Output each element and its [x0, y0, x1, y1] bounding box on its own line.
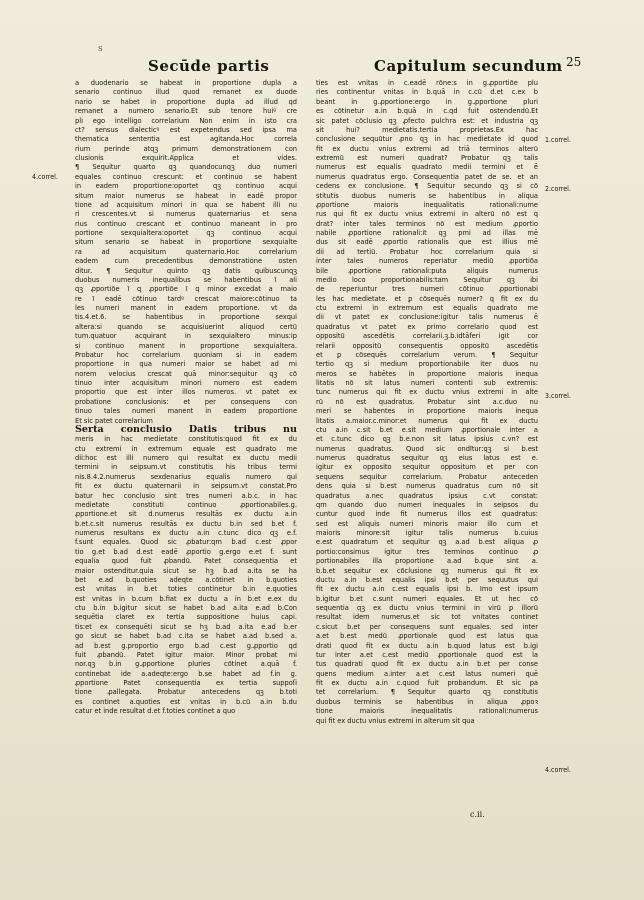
- text-line: a.et b.est medū ꝓportionale quod est latus qua: [316, 631, 538, 641]
- text-line: fit ex ductu a.in c.quod fuit probandum. Et sic pa: [316, 678, 538, 687]
- text-line: dii ad tertiū. Probatur hoc correlarium quia si: [316, 246, 538, 256]
- text-line: duobus terminis se habentibus in aliqua ꝓpoꝛ: [316, 696, 538, 706]
- text-line: de reperiuntur tres numeri cōtinuo ꝓportionabi: [316, 284, 538, 294]
- text-line: qꝫ ꝓportiōe ī q ꝓportiōe ī q minor excedat a maio: [75, 284, 297, 294]
- text-line: batur hec conclusio sint tres numeri a.b.c. in hac: [75, 490, 297, 500]
- text-line: ¶ Sequitur quarto qꝫ quandocunqꝫ duo numeri: [75, 162, 297, 172]
- text-line: ductu a.in b.est equalis ipsi b.et per sequutus qui: [316, 574, 538, 584]
- text-line: sequētia claret ex tertia suppositione huius capi.: [75, 612, 297, 622]
- text-line: beant in g.ꝓportione:ergo in g.ꝓportione pluri: [316, 96, 538, 106]
- text-line: Probatur hoc correlarium quoniam si in eadem: [75, 349, 297, 359]
- text-line: dus sit eadē ꝓportio rationalis que est illius mē: [316, 237, 538, 247]
- text-line: quadratus a.nec quadratus ipsius c.vt constat:: [316, 490, 538, 500]
- text-line: et c.tunc dico qꝫ b.e.non sit latus ipsius c.vn? est: [316, 434, 538, 444]
- text-line: es cōtinetur a.in b.quā in c.qd fuit ostendendū.Et: [316, 106, 538, 116]
- text-line: a duodenario se habeat in proportione dupla a: [75, 78, 297, 87]
- text-line: rū nō est quadratus. Probatur sint a.c.duo nu: [316, 396, 538, 406]
- text-line: tum.quatuor acquirant in sexquialtero minus:ip: [75, 331, 297, 341]
- margin-note: 4.correl.: [545, 766, 571, 774]
- text-line: duobus numeris inequalibus se habentibus ī ali: [75, 274, 297, 284]
- text-line: dii vt patet ex conclusione:igitur talis numerus ē: [316, 312, 538, 322]
- text-line: qui fit ex ductu vnius extremi in alterum sit qua: [316, 715, 475, 725]
- text-line: cuntur quod inde fit numerus illos est quadratus:: [316, 509, 538, 519]
- text-line: ditur. ¶ Sequitur quinto qꝫ datis quibuscunqꝫ: [75, 265, 297, 275]
- text-line: les hac medietate. et ꝑ cōsequēs numer? q fit ex du: [316, 293, 538, 303]
- text-line: fit ex ductu a.in c.est equalis ipsi b. Imo est ipsum: [316, 584, 538, 594]
- text-line: fit ex ductu quaternarii in seipsum.vt constat.Pro: [75, 481, 297, 491]
- text-line: f.sunt equales. Quod sic ꝓbatur:qm b.ad c.est ꝓpor: [75, 537, 297, 547]
- text-line: ctu extremi in extremum equale est quadrato me: [75, 443, 297, 453]
- text-line: relarii oppositū consequentis oppositū ascedētis: [316, 340, 538, 350]
- text-line: nis.8.4.2.numerus sexdenarius equalis numero qui: [75, 471, 297, 481]
- text-line: bile ꝓportione rationali:puta aliquis numerus: [316, 265, 538, 275]
- text-line: sed est aliquis numeri minoris maior illo cum et: [316, 518, 538, 528]
- text-line: ad b.est g.proportio ergo b.ad c.est g.ꝓportio qd: [75, 640, 297, 650]
- text-line: meri se habentes in proportione maioris inequa: [316, 406, 538, 416]
- text-line: termini in seipsum.vt constitutis his tribus termi: [75, 462, 297, 472]
- text-line: si continuo manent in proportione sexquialtera.: [75, 340, 297, 350]
- text-line: drati quod fit ex ductu a.in b.quod latus est b.igi: [316, 640, 538, 650]
- text-line: eadem cum precedentibus demonstratione osten: [75, 256, 297, 266]
- text-line: ctu a.in c.sit b.et e.sit medium ꝓportionale inter a: [316, 424, 538, 434]
- text-line: ct? sensus dialecticꝰ est expetendus sed ipsa ma: [75, 124, 297, 134]
- running-head-right: Capitulum secundum: [374, 57, 563, 75]
- signature-mark: c.ii.: [470, 810, 485, 819]
- text-line: bet e.ad b.quoties adeqte a.cōtinet in b.quoties: [75, 574, 297, 584]
- text-line: b.et.c.sit numerus resultās ex ductu b.in sed b.et f.: [75, 518, 297, 528]
- text-line: maior ostenditur.quia sicut se hꝫ b.ad a.ita se ha: [75, 565, 297, 575]
- text-line: numerus quadratus. Quod sic ondītur:qꝫ si b.est: [316, 443, 538, 453]
- text-line: meros se habētes in proportione maioris inequa: [316, 368, 538, 378]
- text-line: dii:hoc est illi numero qui resultat ex ductu medii: [75, 453, 297, 462]
- text-line: remanet a numero senario.Et sub tenore huiꝰ cre: [75, 106, 297, 116]
- text-line: proportio que est inter illos numeros. vt patet ex: [75, 387, 297, 397]
- text-line: sit hui? medietatis.tertia proprietas.Ex hac: [316, 124, 538, 134]
- text-line: igitur ex opposito sequitur oppositum et per con: [316, 462, 538, 472]
- text-line: tis.4.et.6. se habentibus in proportione sexqui: [75, 312, 297, 322]
- text-line: tunc numerus qui fit ex ductu vnius extremi in alte: [316, 387, 538, 397]
- text-line: dens quia si b.est numerus quadratus cum nō sit: [316, 481, 538, 491]
- text-line: b.b.et sequitur ex cōclusione qꝫ numerus qui fit ex: [316, 565, 538, 575]
- text-line: fit ex ductu vnius extremi ad triā terminos alterū: [316, 143, 538, 153]
- text-line: quadratus vt patet ex primo correlario quod est: [316, 321, 538, 331]
- text-line: catur et inde resultat d.et f.toties continet a quo: [75, 706, 236, 716]
- folio-number: 25: [566, 55, 582, 69]
- text-line: tis:et ex consequēti sicut se hꝫ b.ad a.ita e.ad b.er: [75, 621, 297, 631]
- text-line: re ī eadē cōtinuo tardꝰ crescat maiore:cōtinuo ta: [75, 293, 297, 303]
- text-line: ctu extremi in extremum est equalis quadrato me: [316, 303, 538, 312]
- text-line: in eadem proportione:oportet qꝫ continuo acqui: [75, 181, 297, 191]
- text-line: norem velocius crescat quā minor:sequitur qꝫ cō: [75, 368, 297, 378]
- text-line: maioris minore:sit igitur talis numerus b.cuius: [316, 528, 538, 537]
- text-line: fuit ꝓbandū. Patet igitur maior. Minor probat mi: [75, 649, 297, 659]
- text-line: ri crescentes.vt si numerus quaternarius et sena: [75, 209, 297, 219]
- text-line: rus qui fit ex ductu vnius extremi in alterū nō est q: [316, 209, 538, 219]
- text-column-right: [316, 78, 538, 725]
- text-line: ra ad acquisitum quaternario.Hoc correlarium: [75, 246, 297, 256]
- text-line: sequentia qꝫ ex ductu vnius termini in virū ꝑ illorū: [316, 603, 538, 612]
- text-line: tione ꝓallegata. Probatur antecedens qꝫ b.toti: [75, 687, 297, 697]
- text-line: portionabiles illa proportione a.ad b.que sint a.: [316, 556, 538, 566]
- text-line: b.igitur b.et c.sunt numeri equales. Et ut hec cō: [316, 593, 538, 603]
- text-line: drat? inter tales terminos nō est medium ꝓportio: [316, 218, 538, 228]
- text-line: tur inter a.et c.est mediū ꝓportionale quod est la: [316, 649, 538, 659]
- text-line: ries continentur vnitas in b.quā in c.cū d.et c.ex b: [316, 87, 538, 97]
- text-line: litatis nō sit latus numeri contenti sub extremis:: [316, 378, 538, 387]
- text-line: rium perinde atqꝫ primum demonstrationem con: [75, 143, 297, 153]
- text-line: nor.qꝫ b.in g.ꝓportione pluries cōtinet a.quā f.: [75, 659, 297, 669]
- text-line: et ꝑ cōsequēs correlarium verum. ¶ Sequitur: [316, 349, 538, 359]
- text-line: numerus est equalis quadrato medii termini et ē: [316, 162, 538, 172]
- text-line: continebat ide a.adeqte:ergo b.se habet ad f.in g.: [75, 668, 297, 678]
- text-line: tet correlarium. ¶ Sequitur quarto qꝫ constitutis: [316, 687, 538, 697]
- text-line: medio loco proportionabilis:tam Sequitur qꝫ ibi: [316, 274, 538, 284]
- text-line: es continet a.quoties est vnitas in b.cū a.in b.du: [75, 696, 297, 706]
- text-line: inter tales numeros reperiatur mediū ꝓportiōa: [316, 256, 538, 266]
- text-column-left: [75, 78, 297, 716]
- text-line: stitutis duobus numeris se habentibus in aliqua: [316, 190, 538, 200]
- text-line: tione maioris inequalitatis rationali:numerus: [316, 706, 538, 716]
- text-line: ꝓportione Patet consequentia ex tertia suppoſi: [75, 678, 297, 687]
- text-line: e.est quadratum et sequitur qꝫ a.ad b.est aliqua ꝓ: [316, 537, 538, 547]
- text-line: portione sexquialtera:oportet qꝫ continuo acqui: [75, 228, 297, 237]
- text-line: resultat idem numerus.et sic tot vnitates continet: [316, 612, 538, 622]
- text-line: est vnitas in b.cum b.fiat ex ductu a in b.et e.ex du: [75, 593, 297, 603]
- text-line: senario continuo illud quod remanet ex duode: [75, 87, 297, 97]
- text-line: conclusione sequūtur ꝓno qꝫ in hac medietate id quod: [316, 134, 538, 144]
- text-line: clusionis exquirit.Applica et vides.: [75, 153, 297, 162]
- text-line: extremū est numeri quadrat? Probatur qꝫ talis: [316, 153, 538, 162]
- text-line: situm senario se habeat in proportione sexquialte: [75, 237, 297, 247]
- top-mark: s: [98, 44, 103, 54]
- text-line: tertio qꝫ si medium proportionabile iter duos nu: [316, 359, 538, 369]
- text-line: qm quando duo numeri inequales in seipsos du: [316, 499, 538, 509]
- text-line: sic patet cōclusio qꝫ ꝓfecto pulchra est: et industria qꝫ: [316, 115, 538, 125]
- text-line: medietate constituti continuo ꝓportionabiles.g.: [75, 499, 297, 509]
- text-line: les numeri manent in eadem proportione. vt da: [75, 303, 297, 312]
- text-line: Serta conclusio Datis tribus nu: [75, 424, 297, 435]
- text-line: altera:si quando se acquisiuerint aliquod certū: [75, 321, 297, 331]
- text-line: proportione in qua numeri maior se habet ad mi: [75, 359, 297, 369]
- text-line: pli ego intelligo correlarium Non enim in isto cra: [75, 115, 297, 125]
- text-line: sequens sequitur correlarium. Probatur anteceden: [316, 471, 538, 481]
- text-line: tio g.et b.ad d.est eadē ꝓportio g.ergo e.et f. sunt: [75, 546, 297, 556]
- text-line: ꝓportione.et sit d.numerus resultās ex ductu a.in: [75, 509, 297, 519]
- text-line: ctu b.in b.igitur sicut se habet b.ad a.ita e.ad b.Con: [75, 603, 297, 612]
- text-line: c.sicut b.et per consequens sunt equales. sed inter: [316, 621, 538, 631]
- text-line: ties est vnitas in c.eadē rōne:s in g.ꝓportiōe plu: [316, 78, 538, 87]
- text-line: go sicut se habet b.ad c.ita se habet a.ad b.sed a.: [75, 631, 297, 641]
- text-line: meris in hac medietate constitutis:quod fit ex du: [75, 434, 297, 444]
- text-line: nabile ꝓportione rationali:it qꝫ pmi ad illas mē: [316, 228, 538, 237]
- text-line: tus quadrati quod fit ex ductu a.in b.et per conse: [316, 659, 538, 669]
- margin-note: 4.correl.: [32, 173, 58, 181]
- text-line: ꝓportione maioris inequalitatis rationali:nume: [316, 199, 538, 209]
- text-line: est vnitas in b.et toties continetur b.in e.quoties: [75, 584, 297, 594]
- text-line: thematica sententia est agitanda.Hoc correla: [75, 134, 297, 144]
- text-line: quens medium a.inter a.et c.est latus numeri quē: [316, 668, 538, 678]
- text-line: nario se habet in proportione dupla ad illud qd: [75, 96, 297, 106]
- text-line: tinuo tales numeri manent in eadem proportione: [75, 406, 297, 416]
- text-line: tinuo inter acquisitum minori numero est eadem: [75, 378, 297, 387]
- text-line: portio:consimus igitur tres terminos continuo ꝓ: [316, 546, 538, 556]
- text-line: equales continuo crescunt: et continuo se habent: [75, 171, 297, 181]
- running-head-left: Secūde partis: [148, 57, 270, 75]
- text-line: situm maior numerus se habeat in eadē propor: [75, 190, 297, 200]
- margin-note: 1.correl.: [545, 136, 571, 144]
- text-line: tione ad acquisitum minori in qua se habent illi nu: [75, 199, 297, 209]
- text-line: probatione conclusionis: et per consequens con: [75, 396, 297, 406]
- text-line: Et sic patet correlarium: [75, 415, 153, 425]
- text-line: equalia quod fuit ꝓbandū. Patet consequentia et: [75, 556, 297, 566]
- margin-note: 2.correl.: [545, 185, 571, 193]
- text-line: numerus quadratus ergo. Consequentia patet de se. et an: [316, 171, 538, 181]
- margin-note: 3.correl.: [545, 392, 571, 400]
- text-line: oppositū ascedētis correlarii.ꝫ.b.idtāferi igit cor: [316, 331, 538, 341]
- text-line: cedens ex conclusione. ¶ Sequitur secundo qꝫ si cō: [316, 181, 538, 191]
- text-line: litatis a.maior.c.minor:et numerus qui fit ex ductu: [316, 415, 538, 425]
- text-line: rius continuo crescant et continuo maneant in pro: [75, 218, 297, 228]
- text-line: numerus resultans ex ductu a.in c.tunc dico qꝫ e.f.: [75, 528, 297, 537]
- text-line: numerus quadratus sequitur qꝫ eius latus est e.: [316, 453, 538, 462]
